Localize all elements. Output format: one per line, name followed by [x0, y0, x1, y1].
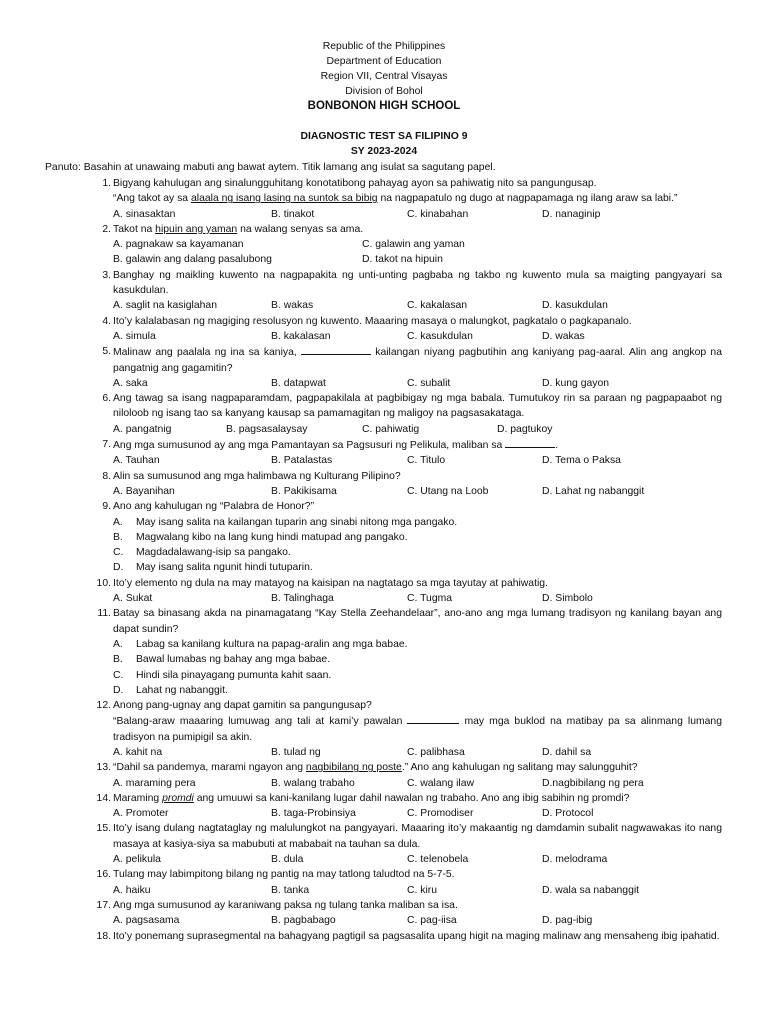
option-d: D. Simbolo — [542, 593, 593, 605]
question-3 — [0, 268, 768, 314]
option-d: D. wala sa nabanggit — [542, 884, 640, 896]
option-d: D.nagbibilang ng pera — [542, 777, 644, 789]
option-a: A. pangatnig — [113, 423, 172, 435]
question-list — [0, 176, 768, 944]
option-c: C. Magdadalawang-isip sa pangako. — [113, 547, 291, 559]
option-c: C. Utang na Loob — [407, 485, 489, 497]
question-text: Ano ang kahulugan ng “Palabra de Honor?” — [113, 501, 315, 513]
question-18 — [0, 929, 768, 944]
question-text: Malinaw ang paalala ng ina sa kaniya, kailangan niyang pagbutihin ang kaniyang pag-aaral. Alin ang angkop na pangatnig ang gagamitin? — [113, 344, 722, 376]
option-d: D. kasukdulan — [542, 300, 608, 312]
question-number: 17. — [96, 899, 111, 911]
option-a: A. Labag sa kanilang kultura na papag-aralin ang mga babae. — [113, 638, 408, 650]
option-d: D. Protocol — [542, 808, 594, 820]
question-4 — [0, 314, 768, 345]
option-d: D. May isang salita ngunit hindi tutuparin. — [113, 562, 313, 574]
question-text: Ang tawag sa isang nagpaparamdam, pagpapakilala at pagbibigay ng mga babala. Tumutukoy rin sa paraan ng pagpapaabot ng niloloob ng isang tao sa kanyang kausap sa pamamagitan ng maligoy na pagsasakataga. — [113, 393, 722, 420]
option-b: B. pagsasalaysay — [226, 423, 308, 435]
question-text: Anong pang-ugnay ang dapat gamitin sa pangungusap? — [113, 700, 372, 712]
option-c: C. telenobela — [407, 854, 469, 866]
question-text: Bigyang kahulugan ang sinalungguhitang konotatibong pahayag ayon sa pahiwatig nito sa pangungusap. — [113, 178, 597, 189]
option-b: B. Talinghaga — [271, 593, 334, 605]
option-a: A. maraming pera — [113, 777, 196, 789]
question-number: 14. — [96, 792, 111, 804]
option-b: B. datapwat — [271, 377, 326, 389]
school-year: SY 2023-2024 — [350, 146, 418, 157]
question-number: 10. — [96, 577, 111, 589]
question-13 — [0, 760, 768, 791]
option-b: B. walang trabaho — [271, 777, 355, 789]
question-14 — [0, 791, 768, 822]
question-16 — [0, 867, 768, 898]
underlined-phrase: promdi — [162, 792, 194, 804]
option-a: A. kahit na — [113, 746, 163, 758]
header-division: Division of Bohol — [345, 86, 423, 97]
question-text: Ito’y kalalabasan ng magiging resolusyon ng kuwento. Maaaring masaya o malungkot, pagkatalo o pagkapanalo. — [113, 315, 632, 327]
option-c: C. kiru — [407, 884, 438, 896]
question-number: 6. — [102, 393, 111, 405]
option-c: C. kakalasan — [407, 300, 468, 312]
option-a: A. sinasaktan — [113, 208, 176, 220]
question-text: Ang mga sumusunod ay karaniwang paksa ng tulang tanka maliban sa isa. — [113, 899, 458, 911]
question-quote: “Ang takot ay sa alaala ng isang lasing na suntok sa bibig na nagpapatulo ng dugo at nagpapamaga ng ilang araw sa labi.” — [113, 193, 678, 205]
option-b: B. Bawal lumabas ng bahay ang mga babae. — [113, 654, 331, 666]
option-d: D. Tema o Paksa — [542, 455, 621, 467]
option-a: A. Bayanihan — [113, 485, 175, 497]
option-a: A. Tauhan — [113, 455, 160, 467]
question-text: Alin sa sumusunod ang mga halimbawa ng Kulturang Pilipino? — [113, 470, 401, 482]
option-c: C. galawin ang yaman — [362, 239, 465, 251]
option-a: A. pagsasama — [113, 915, 180, 927]
question-5 — [0, 344, 768, 391]
option-c: C. Titulo — [407, 455, 446, 467]
option-d: D. pagtukoy — [497, 423, 553, 435]
option-c: C. pag-iisa — [407, 915, 457, 927]
question-text: Batay sa binasang akda na pinamagatang “Kay Stella Zeehandelaar”, ano-ano ang mga lumang tradisyon ng kanilang bayan ang dapat sundin? — [113, 608, 722, 635]
header-department: Department of Education — [326, 56, 442, 67]
answer-blank — [407, 713, 459, 724]
option-d: D. wakas — [542, 330, 585, 342]
option-a: A. pagnakaw sa kayamanan — [113, 239, 244, 251]
option-c: C. Tugma — [407, 593, 453, 605]
question-text: Ang mga sumusunod ay ang mga Pamantayan sa Pagsusuri ng Pelikula, maliban sa . — [113, 437, 722, 453]
document-header — [0, 39, 768, 114]
question-number: 16. — [96, 869, 111, 881]
option-a: A. saka — [113, 377, 148, 389]
option-d: D. nanaginip — [542, 208, 601, 220]
option-c: C. kinabahan — [407, 208, 469, 220]
question-number: 8. — [102, 470, 111, 482]
option-a: A. haiku — [113, 884, 151, 896]
option-a: A. May isang salita na kailangan tuparin ang sinabi nitong mga pangako. — [113, 516, 458, 528]
option-d: D. Lahat ng nabanggit. — [113, 684, 228, 696]
question-6 — [0, 391, 768, 437]
question-10 — [0, 576, 768, 607]
question-number: 5. — [102, 346, 111, 358]
option-a: A. simula — [113, 330, 156, 342]
option-d: D. pag-ibig — [542, 915, 593, 927]
option-b: B. pagbabago — [271, 915, 336, 927]
instructions: Panuto: Basahin at unawaing mabuti ang bawat aytem. Titik lamang ang isulat sa sagutang papel. — [45, 162, 496, 173]
test-title: DIAGNOSTIC TEST SA FILIPINO 9 — [300, 131, 468, 142]
option-d: D. kung gayon — [542, 377, 610, 389]
question-1 — [0, 176, 768, 222]
option-a: A. Promoter — [113, 808, 169, 820]
option-b: B. Pakikisama — [271, 485, 337, 497]
option-d: D. takot na hipuin — [362, 254, 443, 266]
question-text: Takot na hipuin ang yaman na walang senyas sa ama. — [113, 223, 364, 235]
option-b: B. Magwalang kibo na lang kung hindi matupad ang pangako. — [113, 531, 408, 543]
underlined-phrase: nagbibilang ng poste — [305, 762, 402, 774]
option-b: B. Patalastas — [271, 455, 333, 467]
header-republic: Republic of the Philippines — [322, 41, 446, 52]
option-c: C. Hindi sila pinayagang pumunta kahit saan. — [113, 669, 332, 681]
question-number: 12. — [96, 700, 111, 712]
option-d: D. dahil sa — [542, 746, 592, 758]
option-c: C. palibhasa — [407, 746, 465, 758]
option-b: B. dula — [271, 854, 304, 866]
option-c: C. subalit — [407, 377, 451, 389]
question-number: 2. — [102, 223, 111, 235]
option-d: D. melodrama — [542, 854, 608, 866]
question-7 — [0, 437, 768, 469]
option-a: A. Sukat — [113, 593, 153, 605]
option-c: C. pahiwatig — [362, 423, 420, 435]
question-15 — [0, 821, 768, 867]
question-12 — [0, 698, 768, 760]
question-number: 11. — [97, 608, 111, 620]
question-text: Ito’y elemento ng dula na may matayog na kaisipan na nagtatago sa mga tayutay at pahiwatig. — [113, 577, 548, 589]
underlined-phrase: alaala ng isang lasing na suntok sa bibig — [190, 193, 378, 205]
question-text: “Dahil sa pandemya, marami ngayon ang nagbibilang ng poste.” Ano ang kahulugan ng salitang may salungguhit? — [113, 762, 638, 774]
option-b: B. kakalasan — [271, 330, 331, 342]
question-quote: “Balang-araw maaaring lumuwag ang tali at kami’y pawalan may mga buklod na matibay pa sa alinmang lumang tradisyon na pumipigil sa akin. — [113, 713, 722, 745]
option-b: B. tinakot — [271, 208, 315, 220]
question-number: 4. — [102, 315, 111, 327]
question-9 — [0, 499, 768, 575]
question-11 — [0, 606, 768, 698]
option-a: A. pelikula — [113, 854, 161, 866]
option-c: C. kasukdulan — [407, 330, 473, 342]
answer-blank — [505, 437, 555, 448]
option-c: C. walang ilaw — [407, 777, 474, 789]
option-b: B. taga-Probinsiya — [271, 808, 356, 820]
option-b: B. galawin ang dalang pasalubong — [113, 254, 272, 266]
underlined-phrase: hipuin ang yaman — [155, 223, 238, 235]
question-text: Banghay ng maikling kuwento na nagpapakita ng unti-unting pagbaba ng takbo ng kuwento mula sa maigting pangyayari sa kasukdulan. — [113, 269, 722, 297]
question-number: 13. — [96, 762, 111, 774]
question-number: 3. — [102, 269, 111, 281]
question-number: 1. — [102, 178, 111, 189]
question-number: 15. — [96, 823, 111, 835]
option-d: D. Lahat ng nabanggit — [542, 485, 645, 497]
option-b: B. tanka — [271, 884, 310, 896]
question-text: Ito’y isang dulang nagtataglay ng malulungkot na pangyayari. Maaaring ito’y makaantig ng damdamin subalit nagwawakas ito nang masaya at kasiya-siya sa mabubuti at mababait na tauhan sa dula. — [113, 823, 722, 850]
test-title-block — [0, 129, 768, 159]
option-b: B. tulad ng — [271, 746, 321, 758]
question-number: 18. — [96, 930, 111, 942]
question-number: 9. — [102, 501, 111, 513]
question-2 — [0, 222, 768, 268]
answer-blank — [301, 344, 371, 355]
question-text: Maraming promdi ang umuuwi sa kani-kanilang lugar dahil nawalan ng trabaho. Ano ang ibig sabihin ng promdi? — [113, 792, 630, 804]
option-c: C. Promodiser — [407, 808, 474, 820]
option-b: B. wakas — [271, 300, 314, 312]
question-number: 7. — [102, 439, 111, 451]
question-17 — [0, 898, 768, 929]
header-region: Region VII, Central Visayas — [320, 71, 448, 82]
question-text: Tulang may labimpitong bilang ng pantig na may tatlong taludtod na 5-7-5. — [113, 869, 455, 881]
school-name: BONBONON HIGH SCHOOL — [307, 100, 461, 112]
question-text: Ito’y ponemang suprasegmental na bahagyang pagtigil sa pagsasalita upang higit na maging malinaw ang mensaheng ibig ipahatid. — [113, 930, 720, 942]
question-8 — [0, 469, 768, 500]
option-a: A. saglit na kasiglahan — [113, 300, 217, 312]
